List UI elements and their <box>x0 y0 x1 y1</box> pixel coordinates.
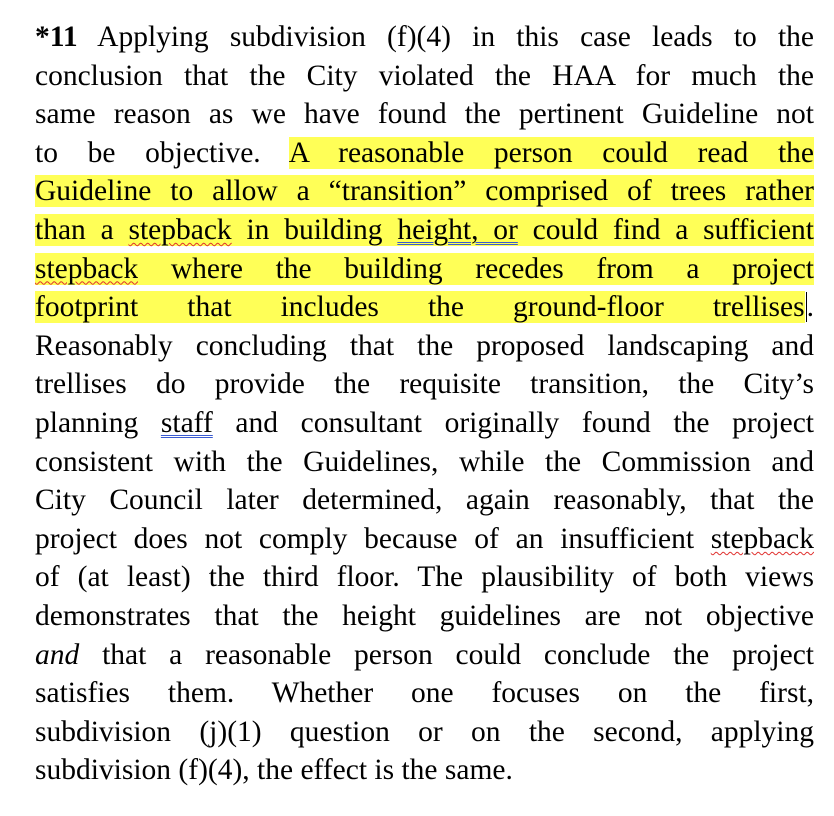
paragraph-line <box>35 95 814 133</box>
paragraph-line <box>35 713 814 751</box>
text-segment: same reason as we have found the pertinent Guideline not <box>35 98 814 131</box>
highlighted-text: footprint that includes the ground-floor trellises <box>35 291 805 324</box>
text-segment: Applying subdivision (f)(4) in this case leads to the <box>77 21 814 53</box>
grammar-flagged-text: height, or <box>397 214 518 246</box>
highlighted-text: where the building recedes from a project <box>138 252 814 285</box>
grammar-flagged-text: staff <box>160 407 213 439</box>
text-segment: that a reasonable person could conclude the project <box>79 638 814 671</box>
highlighted-text: Guideline to allow a “transition” comprised of trees rather <box>35 175 814 208</box>
text-segment: consistent with the Guidelines, while the Commission and <box>35 445 814 478</box>
text-segment: trellises do provide the requisite transition, the City’s <box>35 368 814 401</box>
paragraph-line <box>35 481 814 519</box>
text-segment: and <box>35 638 80 671</box>
paragraph-line <box>35 250 814 288</box>
paragraph-line <box>35 443 814 481</box>
text-segment: . <box>806 291 814 324</box>
paragraph-line <box>35 134 814 172</box>
highlighted-text: in building <box>231 214 398 246</box>
spelling-flagged-word: stepback <box>710 522 814 555</box>
paragraph-line <box>35 211 814 249</box>
text-segment: conclusion that the City violated the HAA for much the <box>35 59 814 92</box>
text-segment: satisfies them. Whether one focuses on the first, <box>35 677 814 710</box>
text-segment: subdivision (j)(1) question or on the second, applying <box>35 715 814 748</box>
page-marker: *11 <box>35 21 78 53</box>
highlighted-text: could find a sufficient <box>517 214 815 246</box>
paragraph-line <box>35 404 814 442</box>
paragraph-line <box>35 327 814 365</box>
paragraph-line <box>35 597 814 635</box>
text-segment: planning <box>35 407 161 439</box>
paragraph-line <box>35 636 814 674</box>
spelling-flagged-word: stepback <box>128 214 232 246</box>
text-segment: to be objective. <box>35 136 289 169</box>
paragraph-line <box>35 520 814 558</box>
text-segment: project does not comply because of an insufficient <box>35 522 711 555</box>
highlighted-text: A reasonable person could read the <box>288 136 815 169</box>
paragraph-line <box>35 751 814 789</box>
paragraph-line <box>35 674 814 712</box>
paragraph-line <box>35 18 814 56</box>
text-segment: demonstrates that the height guidelines are not objective <box>35 600 814 632</box>
text-segment: City Council later determined, again reasonably, that the <box>35 484 814 517</box>
text-segment: of (at least) the third floor. The plausibility of both views <box>35 561 814 594</box>
text-segment: subdivision (f)(4), the effect is the same. <box>35 754 513 787</box>
text-segment: Reasonably concluding that the proposed landscaping and <box>35 329 814 362</box>
paragraph-line <box>35 558 814 596</box>
paragraph-line <box>35 288 814 326</box>
text-segment: and consultant originally found the project <box>212 407 814 439</box>
spelling-flagged-word: stepback <box>35 252 139 285</box>
paragraph-line <box>35 57 814 95</box>
paragraph-line <box>35 365 814 403</box>
highlighted-text: than a <box>35 214 129 246</box>
paragraph-line <box>35 172 814 210</box>
